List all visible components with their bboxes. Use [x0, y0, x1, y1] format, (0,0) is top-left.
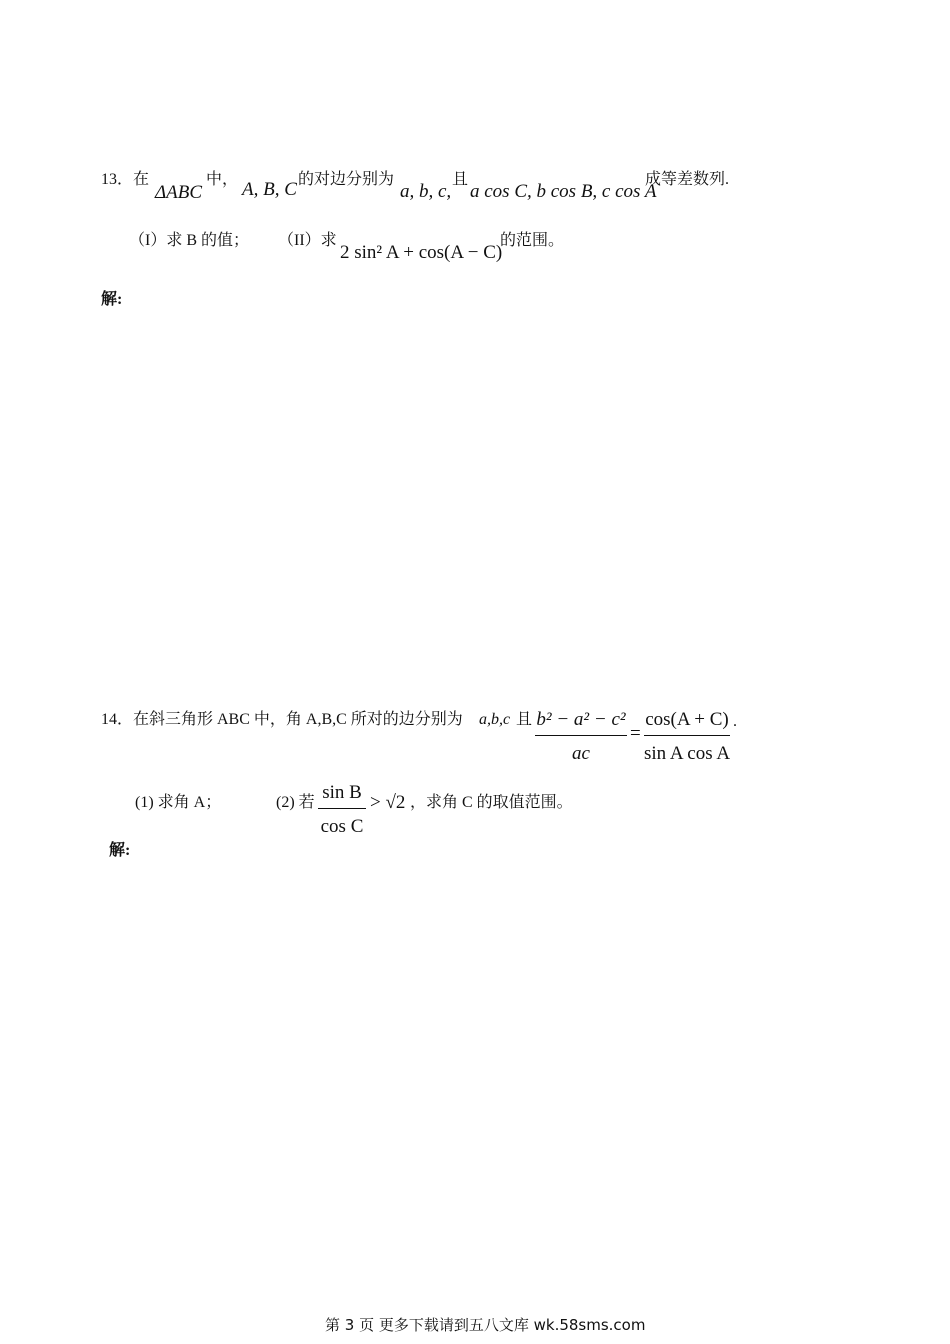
q14-part2-numerator: sin B: [322, 782, 362, 803]
q13-part1: （I）求 B 的值；: [129, 232, 250, 249]
q14-lhs-denominator: ac: [572, 743, 590, 764]
q13-terms: a cos C, b cos B, c cos A: [470, 181, 657, 202]
q14-solution-label: 解:: [109, 842, 131, 859]
q14-part2-suffix: ，求角 C 的取值范围。: [410, 794, 573, 811]
q13-sides: a, b, c,: [400, 181, 452, 202]
q14-equals: =: [630, 723, 641, 744]
q14-part2-fraction: [318, 783, 366, 836]
q14-lhs-fraction: [535, 710, 627, 763]
page-footer: 第 3 页 更多下载请到五八文库 wk.58sms.com: [325, 1316, 646, 1334]
q13-part2-prefix: （II）求: [278, 232, 337, 249]
q13-qie: 且: [452, 171, 469, 188]
q14-lhs-numerator: b² − a² − c²: [536, 709, 626, 730]
q13-part2-expr: 2 sin² A + cos(A − C): [340, 242, 503, 263]
q14-period: .: [733, 713, 737, 730]
q13-zhong: 中，: [206, 171, 239, 188]
fraction-bar: [644, 735, 730, 736]
q14-part2-denominator: cos C: [320, 816, 364, 837]
q14-intro: 14．在斜三角形 ABC 中，角 A,B,C 所对的边分别为: [101, 711, 463, 728]
q14-sides: a,b,c: [479, 711, 511, 728]
q14-qie: 且: [516, 711, 533, 728]
fraction-bar: [535, 735, 627, 736]
q13-desc2: 成等差数列.: [645, 171, 730, 188]
q13-number: 13．在: [101, 171, 150, 188]
q14-rhs-denominator: sin A cos A: [644, 743, 731, 764]
q14-part1: (1) 求角 A；: [135, 794, 222, 811]
q13-desc1: 的对边分别为: [298, 171, 395, 188]
q14-part2-prefix: (2) 若: [276, 794, 315, 811]
q14-rhs-numerator: cos(A + C): [645, 709, 729, 730]
q13-vertices: A, B, C: [242, 179, 297, 200]
q14-part2-relation: > √2: [370, 792, 406, 813]
q14-rhs-fraction: [644, 710, 730, 763]
fraction-bar: [318, 808, 366, 809]
q13-part2-suffix: 的范围。: [500, 232, 565, 249]
q13-solution-label: 解:: [101, 291, 123, 308]
q13-triangle: ΔABC: [155, 182, 203, 203]
